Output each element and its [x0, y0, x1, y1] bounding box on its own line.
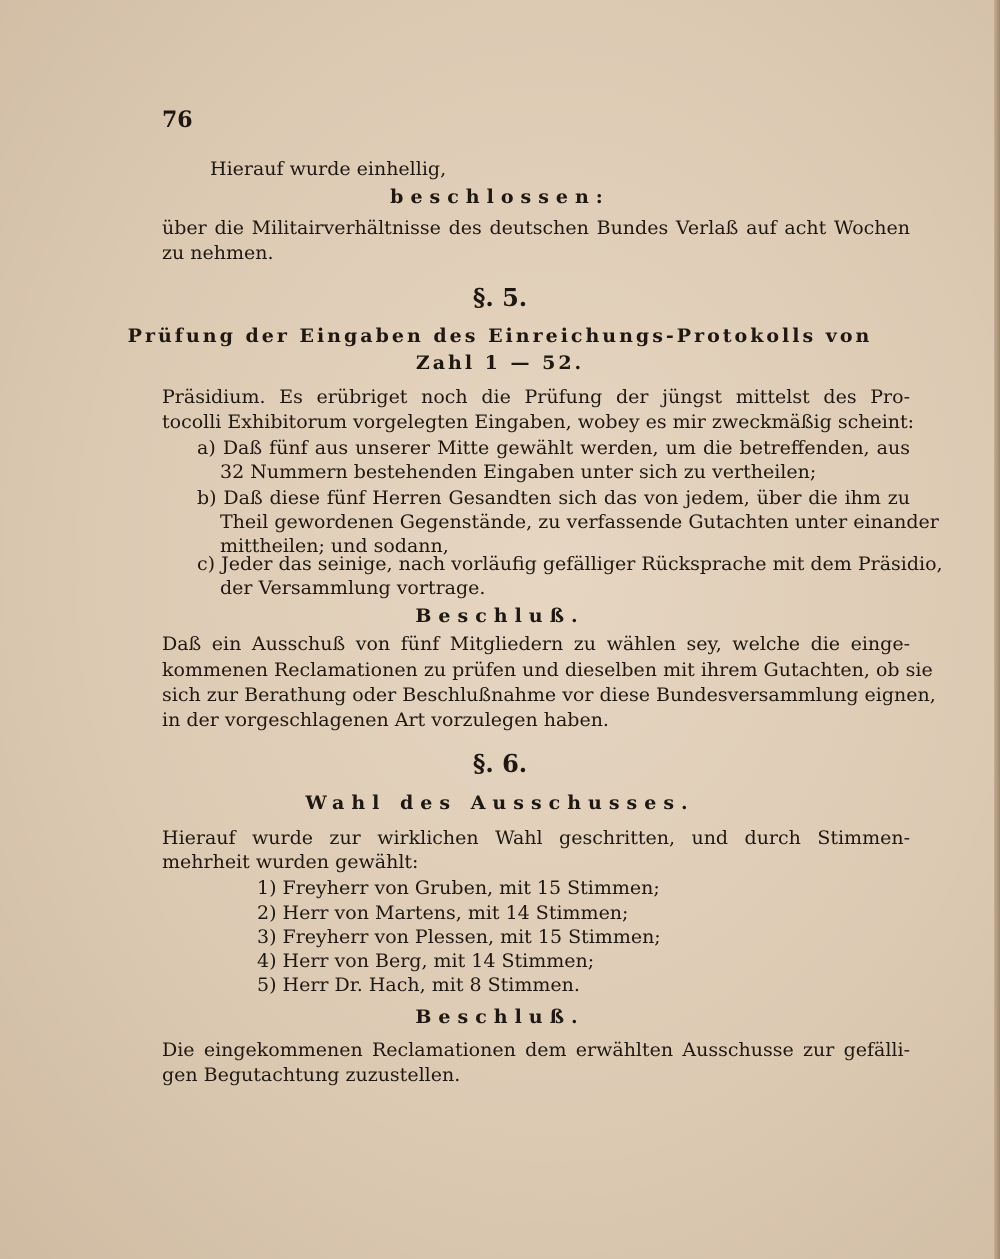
- intro-line: Hierauf wurde einhellig,: [210, 158, 447, 180]
- decision-heading: Beschluß.: [415, 1006, 585, 1028]
- list-item-b: mittheilen; und sodann,: [220, 535, 449, 557]
- elected-item: 5) Herr Dr. Hach, mit 8 Stimmen.: [257, 974, 580, 996]
- section-5-heading: §. 5.: [472, 283, 528, 312]
- elected-item: 2) Herr von Martens, mit 14 Stimmen;: [257, 902, 629, 924]
- list-item-b: Theil gewordenen Gegenstände, zu verfassende Gutachten unter einander: [220, 511, 939, 533]
- section-5-title: Prüfung der Eingaben des Einreichungs-Protokolls von: [127, 325, 873, 347]
- elected-item: 3) Freyherr von Plessen, mit 15 Stimmen;: [257, 926, 661, 948]
- decision-line: kommenen Reclamationen zu prüfen und dieselben mit ihrem Gutachten, ob sie: [162, 659, 933, 681]
- paragraph-line: Präsidium. Es erübriget noch die Prüfung der jüngst mittelst des Pro-: [162, 386, 910, 408]
- list-item-c: der Versammlung vortrage.: [220, 577, 486, 599]
- decision-heading: Beschluß.: [415, 605, 585, 627]
- intro-line: zu nehmen.: [162, 242, 274, 264]
- decision-line: Daß ein Ausschuß von fünf Mitgliedern zu wählen sey, welche die einge-: [162, 633, 910, 655]
- elected-item: 4) Herr von Berg, mit 14 Stimmen;: [257, 950, 595, 972]
- resolved-heading: beschlossen:: [390, 186, 610, 208]
- paragraph-line: tocolli Exhibitorum vorgelegten Eingaben, wobey es mir zweckmäßig scheint:: [162, 411, 915, 433]
- paragraph-line: Hierauf wurde zur wirklichen Wahl geschritten, und durch Stimmen-: [162, 827, 910, 849]
- decision-line: sich zur Berathung oder Beschlußnahme vor diese Bundesversammlung eignen,: [162, 684, 936, 706]
- decision-line: in der vorgeschlagenen Art vorzulegen haben.: [162, 709, 609, 731]
- list-item-c: c) Jeder das seinige, nach vorläufig gefälliger Rücksprache mit dem Präsidio,: [197, 553, 943, 575]
- list-item-b: b) Daß diese fünf Herren Gesandten sich das von jedem, über die ihm zu: [197, 487, 910, 509]
- list-item-a: 32 Nummern bestehenden Eingaben unter sich zu vertheilen;: [220, 461, 817, 483]
- list-item-a: a) Daß fünf aus unserer Mitte gewählt werden, um die betreffenden, aus: [197, 437, 910, 459]
- page-number: 76: [162, 107, 193, 133]
- decision-line: gen Begutachtung zuzustellen.: [162, 1064, 461, 1086]
- decision-line: Die eingekommenen Reclamationen dem erwählten Ausschusse zur gefälli-: [162, 1039, 910, 1061]
- section-6-heading: §. 6.: [472, 749, 528, 778]
- section-6-title: Wahl des Ausschusses.: [305, 792, 695, 814]
- elected-item: 1) Freyherr von Gruben, mit 15 Stimmen;: [257, 877, 660, 899]
- paragraph-line: mehrheit wurden gewählt:: [162, 851, 419, 873]
- section-5-title: Zahl 1 — 52.: [415, 352, 585, 374]
- intro-line: über die Militairverhältnisse des deutschen Bundes Verlaß auf acht Wochen: [162, 217, 910, 239]
